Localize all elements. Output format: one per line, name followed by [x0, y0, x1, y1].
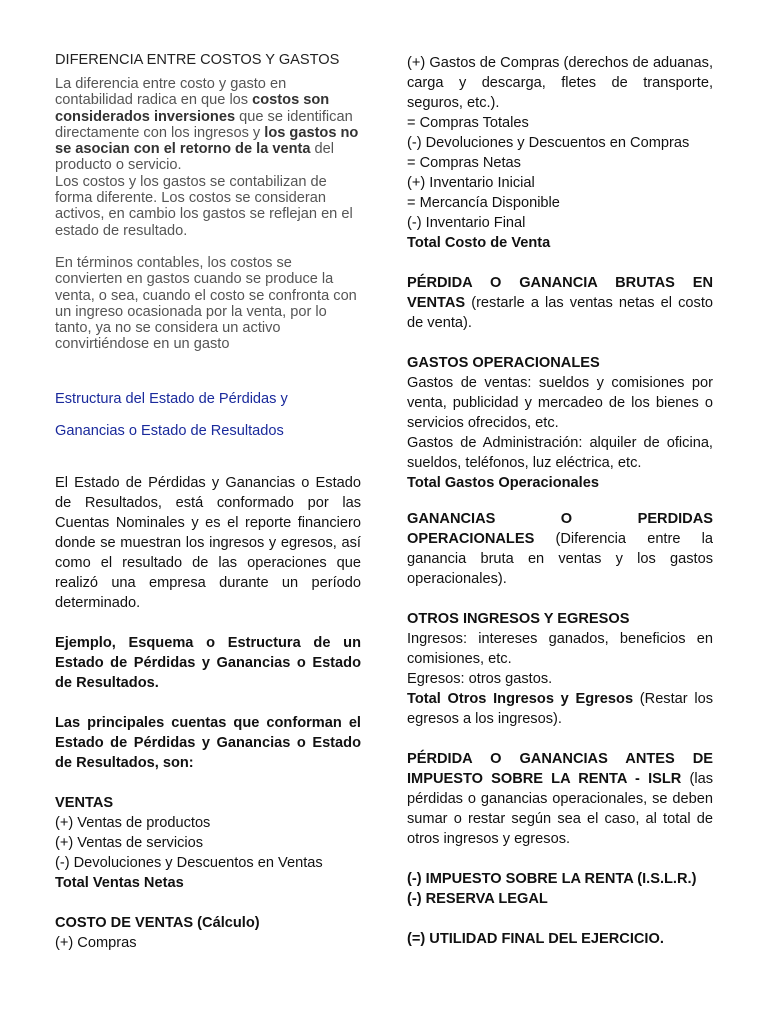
section-heading-estructura-1: Estructura del Estado de Pérdidas y	[55, 390, 288, 407]
intro-text-a: La diferencia entre costo y gasto en contabilidad radica en que los	[55, 76, 287, 109]
gastos-ventas-text: Gastos de ventas: sueldos y comisiones por venta, publicidad y mercadeo de los bienes o servicios ofrecidos, etc.	[407, 375, 713, 431]
costo-ventas-heading: COSTO DE VENTAS (Cálculo)	[55, 915, 260, 932]
otros-total-bold: Total Otros Ingresos y Egresos	[407, 691, 634, 707]
intro-paragraph-1	[55, 76, 361, 239]
right-column	[407, 53, 713, 949]
intro-bold-costos: costos son considerados inversiones	[55, 92, 330, 125]
page-title: DIFERENCIA ENTRE COSTOS Y GASTOS	[55, 52, 340, 68]
otros-heading: OTROS INGRESOS Y EGRESOS	[407, 611, 630, 627]
gastos-admin-text: Gastos de Administración: alquiler de oficina, sueldos, teléfonos, luz eléctrica, etc.	[407, 435, 713, 471]
ejemplo-paragraph	[55, 633, 361, 693]
compras-item: (-) Inventario Final	[407, 215, 526, 231]
intro-bold-gastos: los gastos no se asocian con el retorno de la venta	[55, 124, 359, 158]
otros-section	[407, 609, 713, 729]
ventas-item: (-) Devoluciones y Descuentos en Ventas	[55, 855, 323, 872]
impuesto-line: (-) IMPUESTO SOBRE LA RENTA (I.S.L.R.)	[407, 871, 697, 887]
perdida-bruta-text: (restarle a las ventas netas el costo de venta).	[407, 295, 713, 331]
compras-item: (+) Inventario Inicial	[407, 175, 535, 191]
gastos-compras-line: (+) Gastos de Compras (derechos de aduanas, carga y descarga, fletes de transporte, seguros, etc.).	[407, 55, 713, 111]
gastos-operacionales-heading: GASTOS OPERACIONALES	[407, 355, 600, 371]
perdida-bruta-paragraph	[407, 273, 713, 333]
principales-bold: Las principales cuentas que conforman el Estado de Pérdidas y Ganancias o Estado de Resultados, son:	[55, 715, 361, 772]
intro-text-f: Los costos y los gastos se contabilizan de forma diferente. Los costos se consideran activos, en cambio los gastos se reflejan en el estado de resultado.	[55, 173, 353, 239]
intro-text-c: que se identifican directamente con los ingresos y	[55, 108, 353, 141]
costo-ventas-item: (+) Compras	[55, 935, 137, 952]
ventas-total: Total Ventas Netas	[55, 875, 184, 892]
antes-impuesto-text: (las pérdidas o ganancias operacionales, se deben sumar o restar según sea el caso, al total de otros ingresos y egresos.	[407, 771, 714, 847]
antes-impuesto-bold: PÉRDIDA O GANANCIAS ANTES DE IMPUESTO SOBRE LA RENTA - ISLR	[407, 751, 713, 787]
compras-item: (-) Devoluciones y Descuentos en Compras	[407, 135, 690, 151]
intro-text-e: del producto o servicio.	[55, 141, 335, 174]
compras-item: = Compras Netas	[407, 155, 521, 171]
utilidad-line: (=) UTILIDAD FINAL DEL EJERCICIO.	[407, 931, 664, 947]
left-column	[55, 48, 361, 953]
impuesto-section	[407, 869, 713, 909]
otros-egresos: Egresos: otros gastos.	[407, 671, 553, 687]
ganancias-operacionales-text: (Diferencia entre la ganancia bruta en ventas y los gastos operacionales).	[407, 531, 713, 587]
ejemplo-bold: Ejemplo, Esquema o Estructura de un Estado de Pérdidas y Ganancias o Estado de Resultados.	[55, 635, 361, 692]
ganancias-operacionales-bold: GANANCIAS O PERDIDAS OPERACIONALES	[407, 511, 713, 547]
costo-ventas-section	[55, 913, 361, 953]
compras-items	[407, 113, 713, 253]
principales-paragraph	[55, 713, 361, 773]
compras-item: = Mercancía Disponible	[407, 195, 560, 211]
gastos-operacionales-section	[407, 353, 713, 493]
reserva-line: (-) RESERVA LEGAL	[407, 891, 548, 907]
otros-ingresos: Ingresos: intereses ganados, beneficios en comisiones, etc.	[407, 631, 713, 667]
section-heading-estructura-2: Ganancias o Estado de Resultados	[55, 423, 284, 440]
otros-total	[407, 689, 713, 729]
ventas-section	[55, 793, 361, 893]
ventas-item: (+) Ventas de servicios	[55, 835, 204, 852]
ganancias-operacionales-paragraph	[407, 509, 713, 589]
gastos-operacionales-total: Total Gastos Operacionales	[407, 475, 599, 491]
antes-impuesto-paragraph	[407, 749, 713, 849]
compras-item: = Compras Totales	[407, 115, 529, 131]
utilidad-section	[407, 929, 713, 949]
otros-total-text: (Restar los egresos a los ingresos).	[407, 691, 713, 727]
perdida-bruta-bold: PÉRDIDA O GANANCIA BRUTAS EN VENTAS	[407, 275, 713, 311]
ventas-heading: VENTAS	[55, 795, 114, 812]
estado-paragraph: El Estado de Pérdidas y Ganancias o Estado de Resultados, está conformado por las Cuentas Nominales y es el reporte financiero donde se muestran los ingresos y egresos, así como el resultado de las operaciones que realizó una empresa durante un período determinado.	[55, 475, 361, 612]
ventas-item: (+) Ventas de productos	[55, 815, 211, 832]
intro-paragraph-2: En términos contables, los costos se convierten en gastos cuando se produce la venta, o sea, cuando el costo se confronta con un ingreso ocasionada por la venta, por lo tanto, ya no se considera un activo convirtiéndose en un gasto	[55, 254, 357, 353]
total-costo-venta: Total Costo de Venta	[407, 235, 551, 251]
